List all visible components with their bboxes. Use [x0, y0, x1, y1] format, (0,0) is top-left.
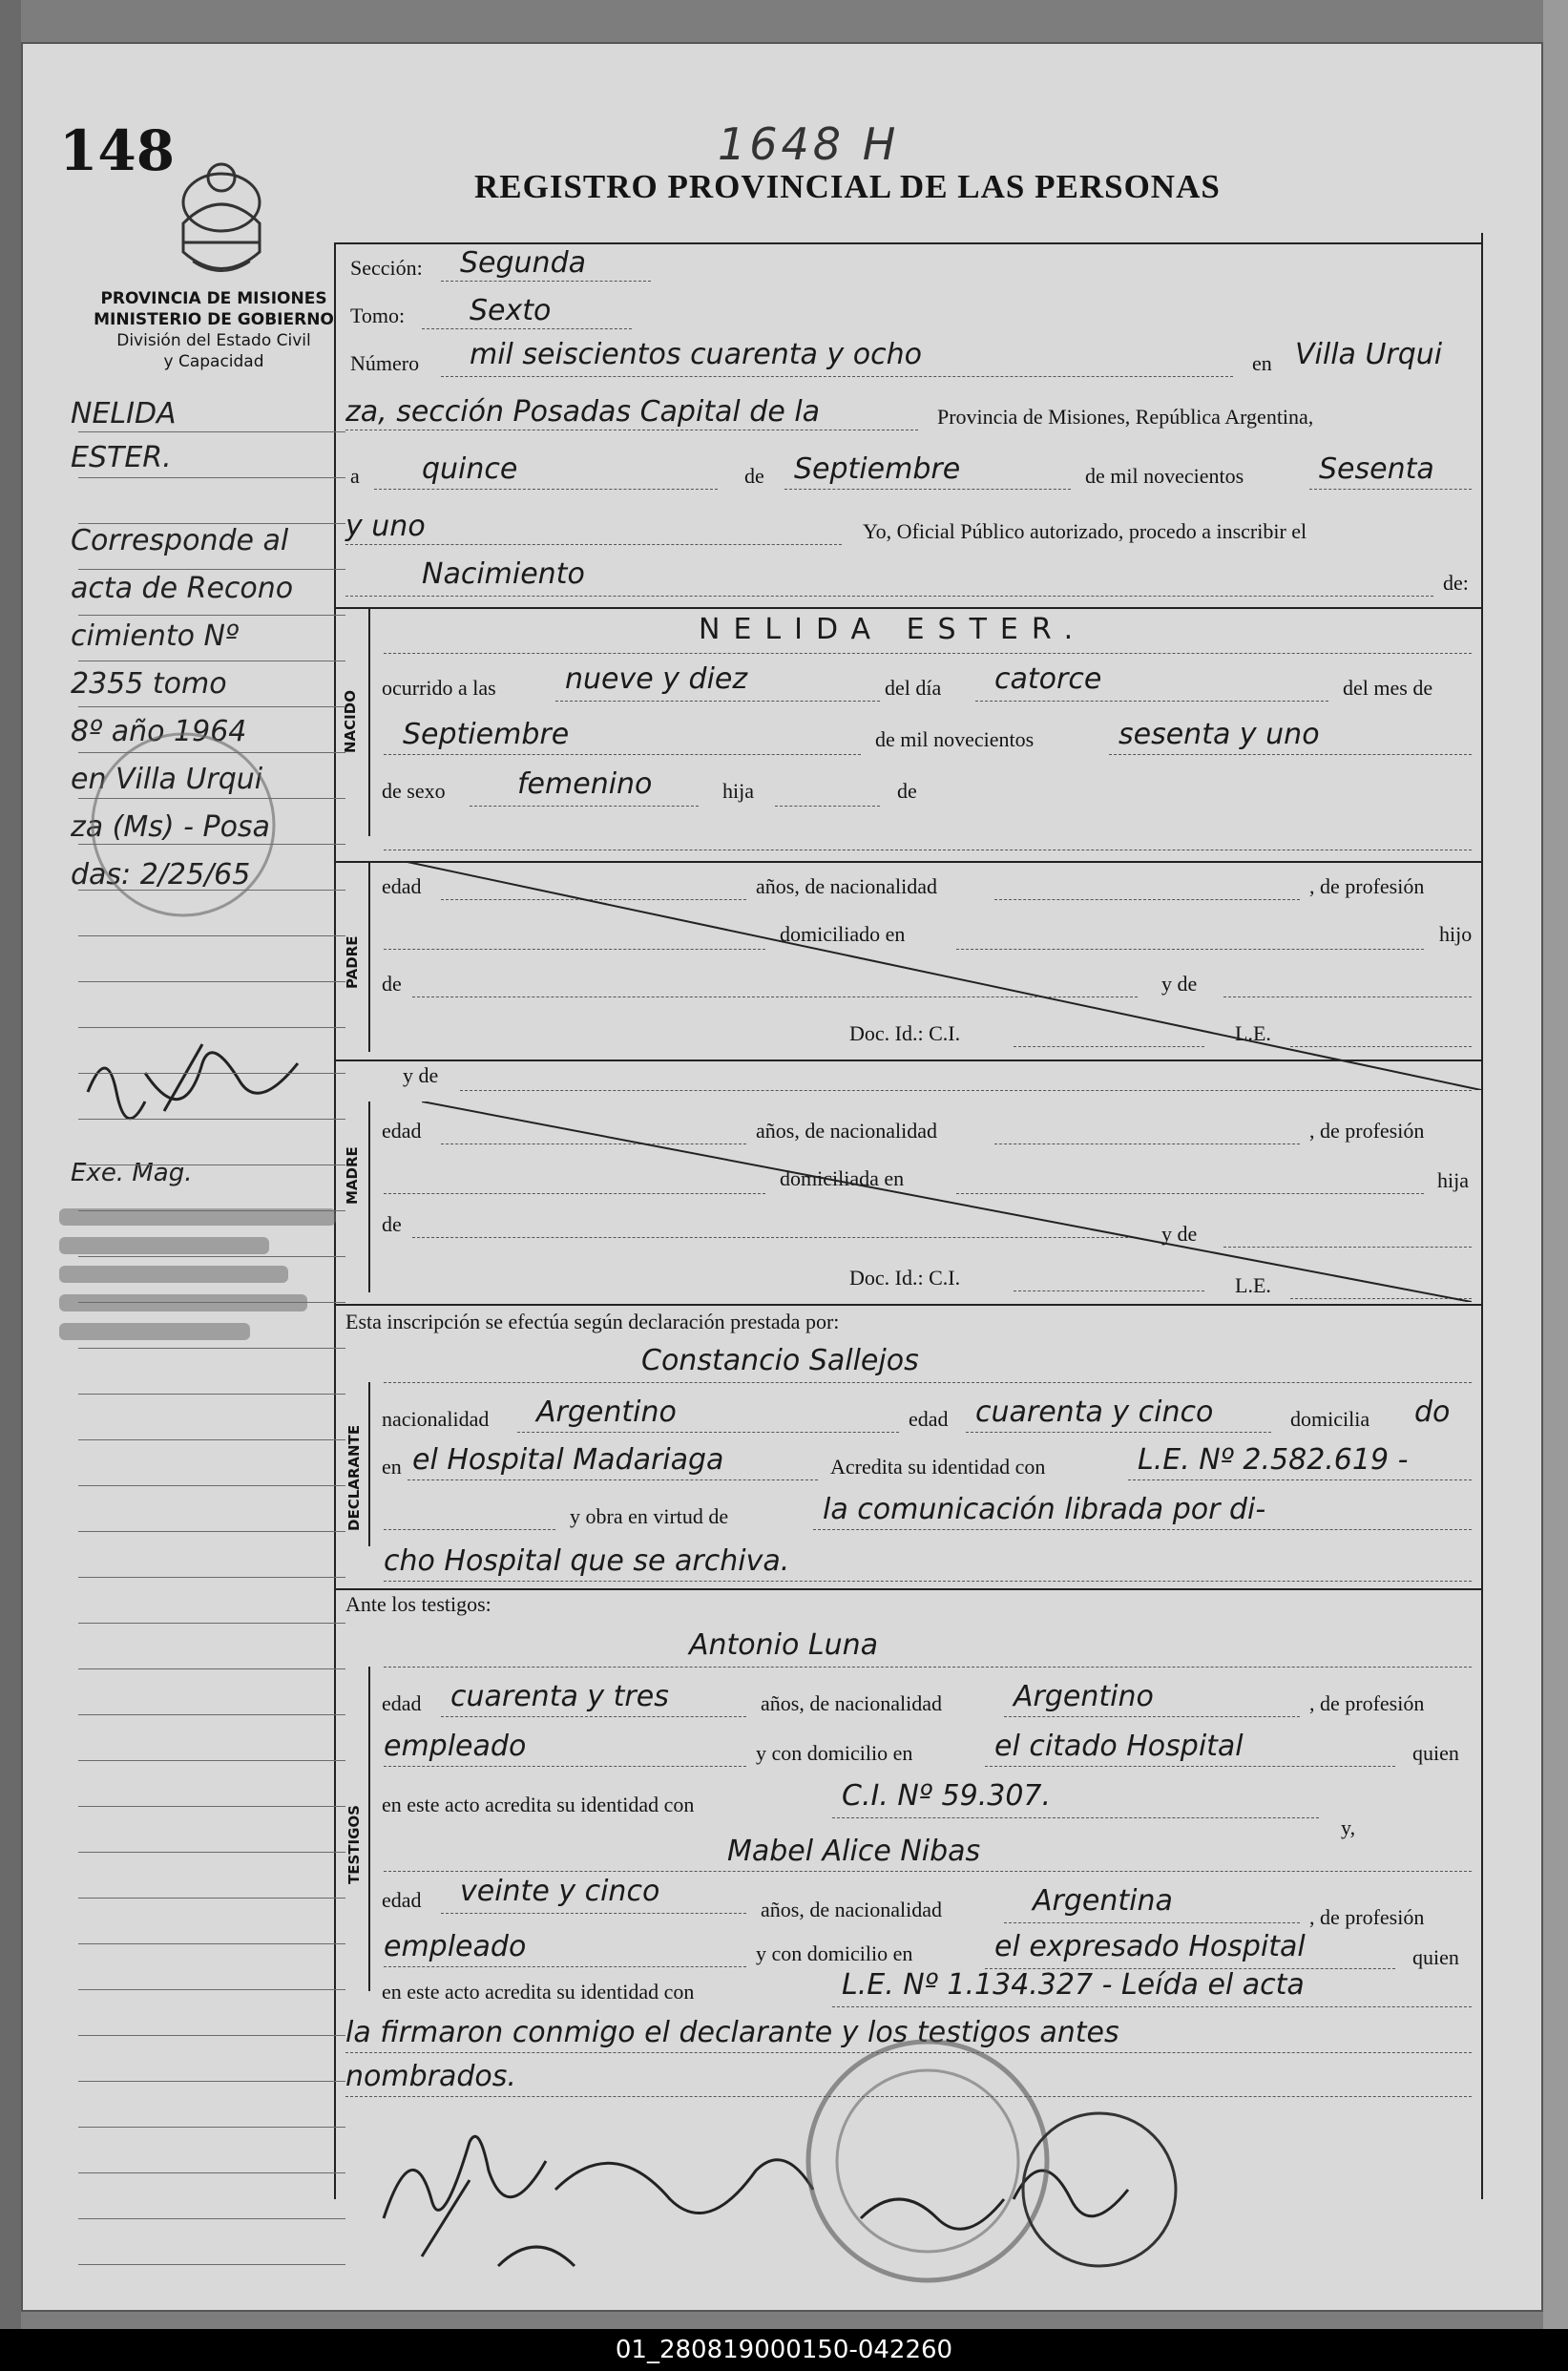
- margin-ruled-line: [78, 798, 345, 799]
- padre-side-line: [368, 861, 370, 1052]
- sheet-number: 148: [59, 118, 176, 183]
- declarante-doc-line: [1128, 1479, 1472, 1480]
- declarante-edad-label: edad: [909, 1407, 949, 1431]
- margin-note-line: 8º año 1964: [71, 715, 247, 748]
- margin-ruled-line: [78, 706, 345, 707]
- margin-ruled-line: [78, 1623, 345, 1624]
- margin-ruled-line: [78, 1302, 345, 1303]
- testigo1-y-label: y,: [1341, 1815, 1356, 1839]
- de-mil-label: de mil novecientos: [1085, 464, 1244, 488]
- padre-hijo-label: hijo: [1439, 922, 1473, 946]
- margin-ruled-line: [78, 2035, 345, 2036]
- testigo2-doc-line: [832, 2006, 1472, 2007]
- de-mil2-label: de mil novecientos: [875, 727, 1035, 751]
- madre-side-label: MADRE: [344, 1146, 361, 1205]
- testigo1-doc-value: C.I. Nº 59.307.: [842, 1779, 1052, 1813]
- tomo-line: [422, 328, 632, 329]
- margin-note-line: acta de Recono: [71, 572, 294, 605]
- top-frame-line: [334, 242, 1481, 244]
- tomo-value: Sexto: [470, 294, 552, 327]
- margin-ruled-line: [78, 1577, 345, 1578]
- margin-ruled-line: [78, 981, 345, 982]
- anio-nac-value: sesenta y uno: [1119, 718, 1320, 751]
- blurred-stamp-line: [59, 1266, 288, 1283]
- page-title: REGISTRO PROVINCIAL DE LAS PERSONAS: [474, 168, 1221, 205]
- agency-division: División del Estado Civil: [116, 331, 311, 350]
- padre-doc-label: Doc. Id.: C.I.: [849, 1021, 961, 1045]
- declarante-dom-value: do: [1414, 1395, 1451, 1429]
- margin-note-line: das: 2/25/65: [71, 858, 251, 892]
- padre-y-de-label: y de: [1161, 972, 1198, 996]
- numero-label: Número: [350, 351, 420, 375]
- madre-prof-label: , de profesión: [1309, 1119, 1425, 1143]
- testigo1-nombre-line: [384, 1667, 1472, 1668]
- testigo2-quien-label: quien: [1412, 1945, 1459, 1969]
- mes-value: Septiembre: [794, 452, 961, 486]
- agency-block: [71, 288, 357, 372]
- mes-nac-line: [384, 754, 861, 755]
- testigo1-edad-value: cuarenta y tres: [450, 1680, 669, 1713]
- testigo2-nac-value: Argentina: [1033, 1884, 1173, 1918]
- cierre1-value: la firmaron conmigo el declarante y los testigos antes: [345, 2016, 1119, 2049]
- testigos-side-line: [368, 1667, 370, 1991]
- dia-nac-value: catorce: [994, 662, 1102, 696]
- margin-ruled-line: [78, 1668, 345, 1669]
- margin-ruled-line: [78, 1531, 345, 1532]
- padre-strike-line: [403, 861, 1481, 1090]
- margin-ruled-line: [78, 2218, 345, 2219]
- anio-value: Sesenta: [1319, 452, 1434, 486]
- hora-line: [555, 701, 880, 702]
- padre-side-label: PADRE: [344, 935, 361, 989]
- right-frame-line: [1481, 233, 1483, 2199]
- margin-stamp-icon: [69, 729, 317, 920]
- testigo2-nombre-line: [384, 1871, 1472, 1872]
- madre-y-de-label: y de: [1161, 1222, 1198, 1246]
- declarante-dom2-line: [408, 1479, 818, 1480]
- agency-capacity: y Capacidad: [163, 352, 264, 371]
- margin-name-2: ESTER.: [71, 441, 172, 474]
- document-page: [21, 42, 1543, 2312]
- acto-line: [345, 596, 1433, 597]
- margin-ruled-line: [78, 844, 345, 845]
- declarante-edad-value: cuarenta y cinco: [975, 1395, 1214, 1429]
- testigo2-nac-line: [1004, 1922, 1300, 1923]
- margin-ruled-line: [78, 1485, 345, 1486]
- de-colon-label: de:: [1443, 571, 1469, 595]
- testigo1-prof-label: , de profesión: [1309, 1691, 1425, 1715]
- dia-nac-line: [975, 701, 1328, 702]
- testigo1-edad-label: edad: [382, 1691, 422, 1715]
- declarante-nombre-value: Constancio Sallejos: [641, 1344, 919, 1377]
- declarante-side-line: [368, 1382, 370, 1546]
- margin-ruled-line: [78, 935, 345, 936]
- testigo1-prof-value: empleado: [384, 1730, 527, 1763]
- inscripcion-label: Esta inscripción se efectúa según declaración prestada por:: [345, 1310, 840, 1333]
- margin-ruled-line: [78, 569, 345, 570]
- declarante-edad-line: [966, 1432, 1271, 1433]
- del-dia-label: del día: [885, 676, 942, 700]
- margin-signature-icon: [78, 1035, 336, 1159]
- madre-side-line: [368, 1102, 370, 1292]
- mes-nac-value: Septiembre: [403, 718, 570, 751]
- mes-line: [784, 489, 1071, 490]
- numero-line: [441, 376, 1233, 377]
- ante-label: Ante los testigos:: [345, 1592, 491, 1616]
- blurred-stamp-line: [59, 1323, 250, 1340]
- margin-ruled-line: [78, 431, 345, 432]
- madre-de-label: de: [382, 1212, 402, 1236]
- seccion-value: Segunda: [460, 246, 586, 280]
- anio2-value: y uno: [345, 510, 426, 543]
- declarante-nac-value: Argentino: [536, 1395, 677, 1429]
- margin-ruled-line: [78, 1852, 345, 1853]
- testigo2-edad-value: veinte y cinco: [460, 1875, 660, 1908]
- madre-edad-label: edad: [382, 1119, 422, 1143]
- declarante-obra-value: la comunicación librada por di-: [823, 1493, 1266, 1526]
- margin-note-line: en Villa Urqui: [71, 763, 263, 796]
- margin-ruled-line: [78, 1348, 345, 1349]
- margin-ruled-line: [78, 752, 345, 753]
- testigo2-doc-value: L.E. Nº 1.134.327 - Leída el acta: [842, 1968, 1305, 2002]
- declarante-obra-blank-line: [384, 1529, 555, 1530]
- testigo2-dom-value: el expresado Hospital: [994, 1930, 1306, 1963]
- declarante-side-label: DECLARANTE: [345, 1424, 363, 1531]
- nacido-side-line: [368, 607, 370, 836]
- declarante-dom2-value: el Hospital Madariaga: [412, 1443, 724, 1477]
- declarante-obra-label: y obra en virtud de: [570, 1504, 729, 1528]
- tomo-label: Tomo:: [350, 304, 406, 327]
- margin-ruled-line: [78, 2127, 345, 2128]
- cierre2-value: nombrados.: [345, 2060, 516, 2093]
- padre-de-label: de: [382, 972, 402, 996]
- sexo-line: [470, 806, 699, 807]
- footer-bar: [0, 2329, 1568, 2371]
- testigos-top-line: [334, 1588, 1481, 1590]
- margin-ruled-line: [78, 1394, 345, 1395]
- yo-label: Yo, Oficial Público autorizado, procedo a inscribir el: [863, 519, 1307, 543]
- margin-ruled-line: [78, 1439, 345, 1440]
- margin-ruled-line: [78, 1119, 345, 1120]
- ocurrido-label: ocurrido a las: [382, 676, 496, 700]
- lugar-value: za, sección Posadas Capital de la: [345, 395, 821, 429]
- madre-strike-line: [422, 1102, 1472, 1302]
- de2-label: de: [897, 779, 917, 803]
- margin-ruled-line: [78, 477, 345, 478]
- declarante-nac-line: [517, 1432, 899, 1433]
- testigo2-prof-line: [384, 1966, 746, 1967]
- declarante-en-label: en: [382, 1455, 402, 1479]
- testigos-side-label: TESTIGOS: [345, 1805, 363, 1884]
- testigo2-prof-value: empleado: [384, 1930, 527, 1963]
- hora-value: nueve y diez: [565, 662, 748, 696]
- margin-name-1: NELIDA: [71, 397, 177, 430]
- dia-value: quince: [422, 452, 518, 486]
- testigo2-acredita-label: en este acto acredita su identidad con: [382, 1980, 695, 2004]
- agency-ministry: MINISTERIO DE GOBIERNO: [94, 310, 334, 329]
- hija-label: hija: [722, 779, 754, 803]
- seccion-label: Sección:: [350, 256, 423, 280]
- madre-dom-label: domiciliada en: [780, 1166, 905, 1190]
- margin-ruled-line: [78, 615, 345, 616]
- declarante-nombre-line: [384, 1382, 1472, 1383]
- margin-ruled-line: [78, 1073, 345, 1074]
- margin-ruled-line: [78, 2264, 345, 2265]
- padre-prof-label: , de profesión: [1309, 874, 1425, 898]
- nacido-side-label: NACIDO: [342, 690, 359, 753]
- page-edge-right: [1543, 0, 1568, 2329]
- hija-line: [775, 806, 880, 807]
- madre-hija-label: hija: [1437, 1168, 1469, 1192]
- testigo1-dom-label: y con domicilio en: [756, 1741, 913, 1765]
- acto-value: Nacimiento: [422, 557, 585, 591]
- page-edge-left: [0, 0, 21, 2329]
- testigo1-quien-label: quien: [1412, 1741, 1459, 1765]
- testigo1-edad-line: [441, 1716, 746, 1717]
- testigo1-doc-line: [832, 1817, 1319, 1818]
- testigo2-edad-line: [441, 1913, 746, 1914]
- padre-dom-label: domiciliado en: [780, 922, 906, 946]
- margin-ruled-line: [78, 523, 345, 524]
- madre-top-line: [334, 1060, 1481, 1061]
- margin-note-line: za (Ms) - Posa: [71, 810, 270, 844]
- testigo1-prof-line: [384, 1766, 746, 1767]
- margin-ruled-line: [78, 2081, 345, 2082]
- testigo1-nac-label: años, de nacionalidad: [761, 1691, 942, 1715]
- agency-province: PROVINCIA DE MISIONES: [100, 289, 327, 308]
- nacido-top-line: [334, 607, 1481, 609]
- declarante-obra2-line: [384, 1581, 1472, 1582]
- margin-ruled-line: [78, 1898, 345, 1899]
- nombre-value: NELIDA ESTER.: [699, 613, 1087, 646]
- testigo2-prof-label: , de profesión: [1309, 1905, 1425, 1929]
- nombre-line: [384, 653, 1472, 654]
- declarante-acredita-label: Acredita su identidad con: [830, 1455, 1046, 1479]
- numero-value: mil seiscientos cuarenta y ocho: [470, 338, 922, 371]
- anio2-line: [345, 544, 842, 545]
- madre-le-label: L.E.: [1235, 1273, 1271, 1297]
- en-value: Villa Urqui: [1295, 338, 1443, 371]
- testigo1-dom-value: el citado Hospital: [994, 1730, 1244, 1763]
- margin-ruled-line: [78, 1989, 345, 1990]
- coat-of-arms-icon: [164, 157, 279, 290]
- margin-ruled-line: [78, 1027, 345, 1028]
- margin-ruled-line: [78, 1210, 345, 1211]
- testigo1-nac-line: [1004, 1716, 1300, 1717]
- testigo2-nac-label: años, de nacionalidad: [761, 1898, 942, 1921]
- del-mes-label: del mes de: [1343, 676, 1433, 700]
- testigo1-dom-line: [985, 1766, 1395, 1767]
- madre-doc-label: Doc. Id.: C.I.: [849, 1266, 961, 1290]
- de-sexo-label: de sexo: [382, 779, 446, 803]
- blurred-stamp-line: [59, 1294, 307, 1311]
- padre-edad-label: edad: [382, 874, 422, 898]
- testigo1-nombre-value: Antonio Luna: [689, 1628, 879, 1662]
- de-label: de: [744, 464, 764, 488]
- margin-ruled-line: [78, 1256, 345, 1257]
- image-id-label: 01_280819000150-042260: [615, 2336, 953, 2364]
- anio-nac-line: [1109, 754, 1472, 755]
- margin-ruled-line: [78, 890, 345, 891]
- testigo2-nombre-value: Mabel Alice Nibas: [727, 1835, 981, 1868]
- seccion-line: [441, 281, 651, 282]
- testigo2-dom-label: y con domicilio en: [756, 1941, 913, 1965]
- a-label: a: [350, 464, 360, 488]
- dia-line: [374, 489, 718, 490]
- padre-nac-label: años, de nacionalidad: [756, 874, 937, 898]
- blurred-stamp-line: [59, 1237, 269, 1254]
- margin-signature-note: Exe. Mag.: [71, 1159, 193, 1187]
- margin-ruled-line: [78, 2172, 345, 2173]
- anio-line: [1309, 489, 1472, 490]
- padre-le-label: L.E.: [1235, 1021, 1271, 1045]
- handwritten-number: 1648 H: [718, 118, 900, 170]
- round-stamp-icon: [1004, 2104, 1195, 2276]
- declarante-top-line: [334, 1304, 1481, 1306]
- declarante-doc-value: L.E. Nº 2.582.619 -: [1138, 1443, 1409, 1477]
- margin-ruled-line: [78, 1760, 345, 1761]
- madre-y-de-top-line: [460, 1090, 1472, 1091]
- margin-ruled-line: [78, 1943, 345, 1944]
- margin-note-line: 2355 tomo: [71, 667, 227, 701]
- madre-nac-label: años, de nacionalidad: [756, 1119, 937, 1143]
- margin-ruled-line: [78, 1806, 345, 1807]
- declarante-obra-line: [813, 1529, 1472, 1530]
- margin-ruled-line: [78, 1714, 345, 1715]
- madre-y-de-top-label: y de: [403, 1063, 439, 1087]
- margin-note-line: cimiento Nº: [71, 619, 240, 653]
- declarante-domicilia-label: domicilia: [1290, 1407, 1370, 1431]
- sexo-value: femenino: [517, 767, 653, 801]
- en-label: en: [1252, 351, 1272, 375]
- declarante-nac-label: nacionalidad: [382, 1407, 490, 1431]
- testigo1-nac-value: Argentino: [1014, 1680, 1154, 1713]
- declarante-obra2-value: cho Hospital que se archiva.: [384, 1544, 790, 1578]
- testigo2-edad-label: edad: [382, 1888, 422, 1912]
- provincia-label: Provincia de Misiones, República Argentina,: [937, 405, 1314, 429]
- testigo1-acredita-label: en este acto acredita su identidad con: [382, 1793, 695, 1816]
- margin-note-line: Corresponde al: [71, 524, 289, 557]
